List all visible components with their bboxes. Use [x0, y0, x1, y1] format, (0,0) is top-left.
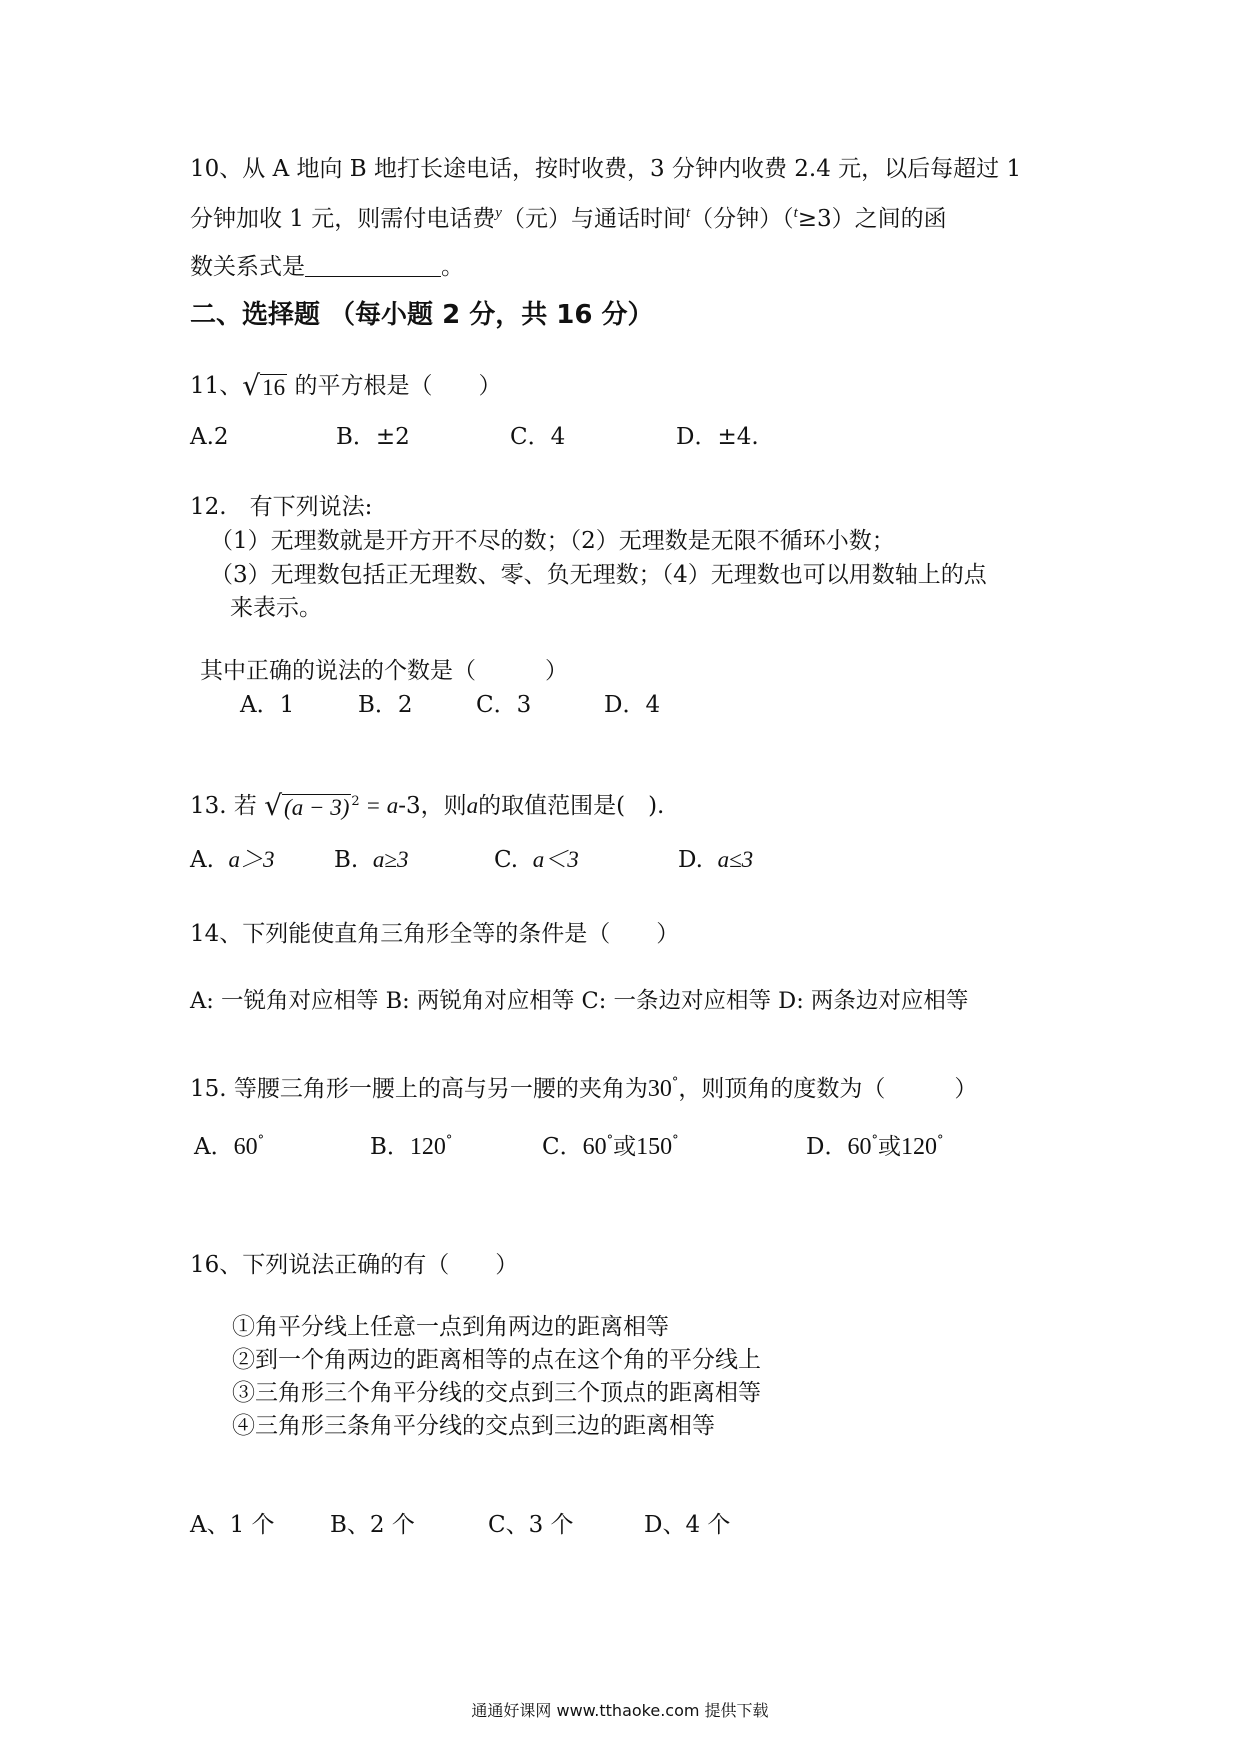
q12-option-c: C．3 [476, 692, 532, 718]
q16-option-a: A、1 个 [190, 1512, 275, 1538]
option-angle-2: 120 [900, 1134, 937, 1160]
option-or: 或 [613, 1134, 637, 1160]
q15-option-d [806, 1134, 943, 1159]
degree-sign: ° [936, 1133, 944, 1148]
option-letter: B. [334, 847, 359, 873]
q16-option-d: D、4 个 [644, 1512, 731, 1538]
option-angle-2: 150 [636, 1134, 673, 1160]
q13-num: 13. 若 [190, 793, 257, 819]
q13-exponent: 2 [351, 794, 360, 809]
q13-option-d [678, 848, 753, 872]
option-letter: D． [806, 1134, 848, 1160]
q12-statement-2: （3）无理数包括正无理数、零、负无理数；（4）无理数也可以用数轴上的点 [210, 562, 987, 588]
option-letter: A. [190, 847, 214, 873]
q15-option-a [194, 1134, 264, 1159]
option-letter: B． [370, 1134, 410, 1160]
degree-sign: ° [445, 1133, 453, 1148]
q15-option-b [370, 1134, 452, 1159]
q13-stem [190, 789, 665, 822]
q15-option-c [542, 1134, 679, 1159]
sqrt-expression [264, 789, 360, 822]
q16-item-3: ③三角形三个角平分线的交点到三个顶点的距离相等 [232, 1380, 761, 1406]
q15-stem-b: ，则顶角的度数为（ ） [678, 1076, 978, 1102]
radical-sign: √ [264, 789, 283, 822]
q11-option-b: B．±2 [336, 424, 410, 450]
answer-blank[interactable] [305, 276, 441, 277]
degree-sign: ° [871, 1133, 878, 1148]
q10-line2c: （分钟）（ [690, 206, 794, 232]
page-footer: 通通好课网 www.tthaoke.com 提供下载 [471, 1701, 769, 1720]
option-letter: A． [194, 1134, 234, 1160]
q10-line2d: ≥3）之间的函 [797, 206, 947, 232]
q12-option-b: B．2 [358, 692, 413, 718]
q12-statement-3: 来表示。 [230, 595, 322, 621]
var-y: y [495, 205, 502, 221]
radical-sign: √ [242, 369, 261, 402]
option-expr: a＞3 [228, 847, 275, 872]
q10-line3b: 。 [441, 254, 464, 280]
q10-line2 [190, 206, 947, 231]
q15-angle: 30 [647, 1076, 672, 1102]
q16-option-b: B、2 个 [330, 1512, 415, 1538]
option-expr: a＜3 [532, 847, 579, 872]
q12-option-d: D．4 [604, 692, 661, 718]
q11-stem [190, 369, 502, 402]
option-or: 或 [877, 1134, 901, 1160]
degree-sign: ° [672, 1133, 679, 1148]
option-letter: C． [542, 1134, 583, 1160]
q11-text: 的平方根是（ ） [294, 373, 502, 399]
q13-radicand: (a − 3) [284, 795, 350, 820]
option-letter: C. [494, 847, 519, 873]
q11-option-a: A.2 [190, 424, 229, 450]
q10-line2b: （元）与通话时间 [501, 206, 686, 232]
q11-option-c: C．4 [510, 424, 566, 450]
q10-line2a: 分钟加收 1 元，则需付电话费 [190, 206, 496, 232]
option-letter: D. [678, 847, 703, 873]
q12-statement-1: （1）无理数就是开方开不尽的数；（2）无理数是无限不循环小数； [210, 528, 895, 554]
option-angle: 60 [847, 1134, 872, 1160]
option-expr: a≥3 [372, 847, 409, 872]
q13-text: 的取值范围是( ). [478, 793, 665, 819]
option-angle: 120 [409, 1134, 446, 1160]
q10-line3 [190, 256, 464, 279]
option-angle: 60 [582, 1134, 607, 1160]
q16-item-2: ②到一个角两边的距离相等的点在这个角的平分线上 [232, 1347, 761, 1373]
q13-option-c [494, 848, 579, 872]
q13-option-a [190, 848, 275, 872]
option-angle: 60 [233, 1134, 258, 1160]
q13-eq: = a [359, 793, 399, 818]
var-t: t [685, 205, 691, 221]
q16-item-4: ④三角形三条角平分线的交点到三边的距离相等 [232, 1413, 715, 1439]
q10-line3a: 数关系式是 [190, 254, 305, 280]
q15-stem [190, 1076, 977, 1101]
q13-after: -3，则 [398, 793, 467, 819]
q12-ask: 其中正确的说法的个数是（ ） [200, 658, 568, 684]
var-t2: t [793, 205, 798, 221]
degree-sign: ° [606, 1133, 614, 1148]
q13-option-b [334, 848, 408, 872]
q12-option-a: A．1 [240, 692, 295, 718]
q13-var: a [466, 793, 479, 818]
q16-stem: 16、下列说法正确的有（ ） [190, 1252, 519, 1278]
q14-stem: 14、下列能使直角三角形全等的条件是（ ） [190, 921, 680, 947]
q10-line1: 10、从 A 地向 B 地打长途电话，按时收费，3 分钟内收费 2.4 元，以后每超过 1 [190, 156, 1022, 182]
q12-stem: 12. 有下列说法: [190, 494, 373, 520]
degree-sign: ° [671, 1075, 679, 1090]
section-title: 二、选择题 （每小题 2 分，共 16 分） [190, 300, 654, 330]
sqrt-16 [242, 369, 287, 402]
q11-radicand: 16 [262, 375, 286, 400]
q11-option-d: D．±4. [676, 424, 759, 450]
option-expr: a≤3 [717, 847, 754, 872]
q11-num: 11、 [190, 373, 243, 399]
q14-options: A: 一锐角对应相等 B: 两锐角对应相等 C: 一条边对应相等 D: 两条边对应相等 [190, 988, 969, 1014]
degree-sign: ° [257, 1133, 265, 1148]
q16-item-1: ①角平分线上任意一点到角两边的距离相等 [232, 1314, 669, 1340]
q16-option-c: C、3 个 [488, 1512, 574, 1538]
q15-stem-a: 15. 等腰三角形一腰上的高与另一腰的夹角为 [190, 1076, 648, 1102]
